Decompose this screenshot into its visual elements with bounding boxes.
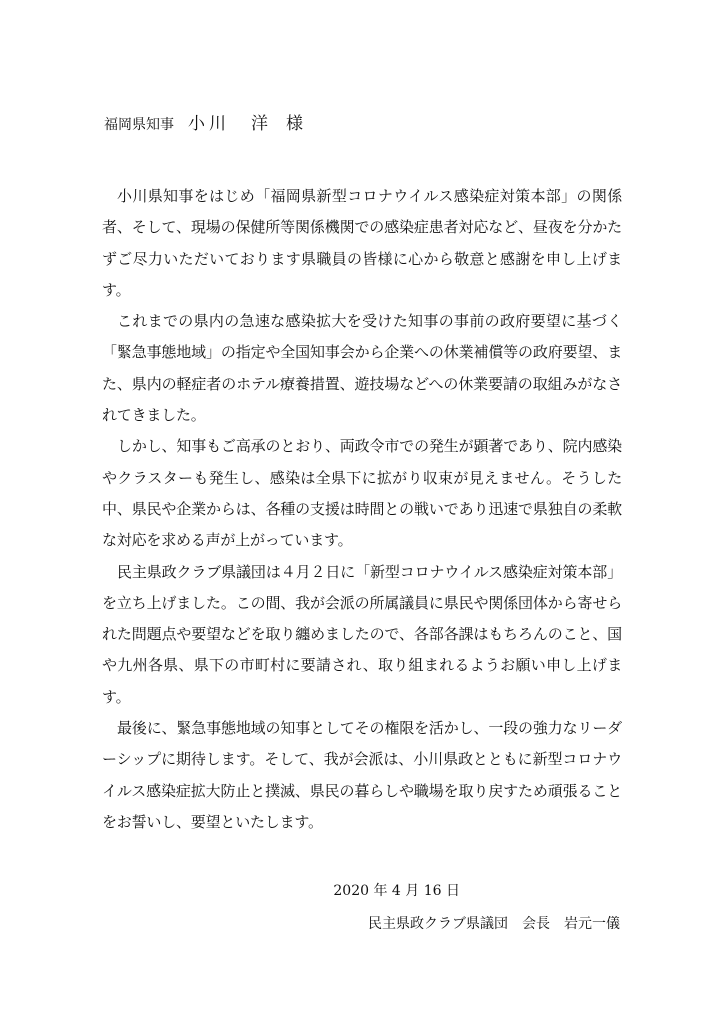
paragraph-past-measures: これまでの県内の急速な感染拡大を受けた知事の事前の政府要望に基づく「緊急事態地域」の指定や全国知事会から企業への休業補償等の政府要望、また、県内の軽症者のホテル療養措置、遊技場などへの休業要請の取組みがなされてきました。 xyxy=(102,312,622,425)
addressee-line xyxy=(104,113,303,136)
paragraph-gratitude: 小川県知事をはじめ「福岡県新型コロナウイルス感染症対策本部」の関係者、そして、現場の保健所等関係機関での感染症患者対応など、昼夜を分かたずご尽力いただいております県職員の皆様に心から敬意と感謝を申し上げます。 xyxy=(102,187,622,299)
addressee-honorific: 様 xyxy=(286,114,303,134)
paragraph-request: 民主県政クラブ県議団は４月２日に「新型コロナウイルス感染症対策本部」を立ち上げました。この間、我が会派の所属議員に県民や関係団体から寄せられた問題点や要望などを取り纏めましたので、各部各課はもちろんのこと、国や九州各県、県下の市町村に要請され、取り組まれるようお願い申し上げます。 xyxy=(102,562,622,706)
paragraph-closing: 最後に、緊急事態地域の知事としてその権限を活かし、一段の強力なリーダーシップに期待します。そして、我が会派は、小川県政とともに新型コロナウイルス感染症拡大防止と撲滅、県民の暮らしや職場を取り戻すため頑張ることをお誓いし、要望といたします。 xyxy=(102,719,622,831)
letter-body xyxy=(102,181,622,838)
letter-date: 2020 年 4 月 16 日 xyxy=(333,883,460,899)
addressee-name: 小川 洋 xyxy=(188,114,272,134)
paragraph-current-situation: しかし、知事もご高承のとおり、両政令市での発生が顕著であり、院内感染やクラスターも発生し、感染は全県下に拡がり収束が見えません。そうした中、県民や企業からは、各種の支援は時間との戦いであり迅速で県独自の柔軟な対応を求める声が上がっています。 xyxy=(102,437,622,550)
letter-signature: 民主県政クラブ県議団 会長 岩元一儀 xyxy=(368,916,620,932)
addressee-title: 福岡県知事 xyxy=(104,117,174,133)
